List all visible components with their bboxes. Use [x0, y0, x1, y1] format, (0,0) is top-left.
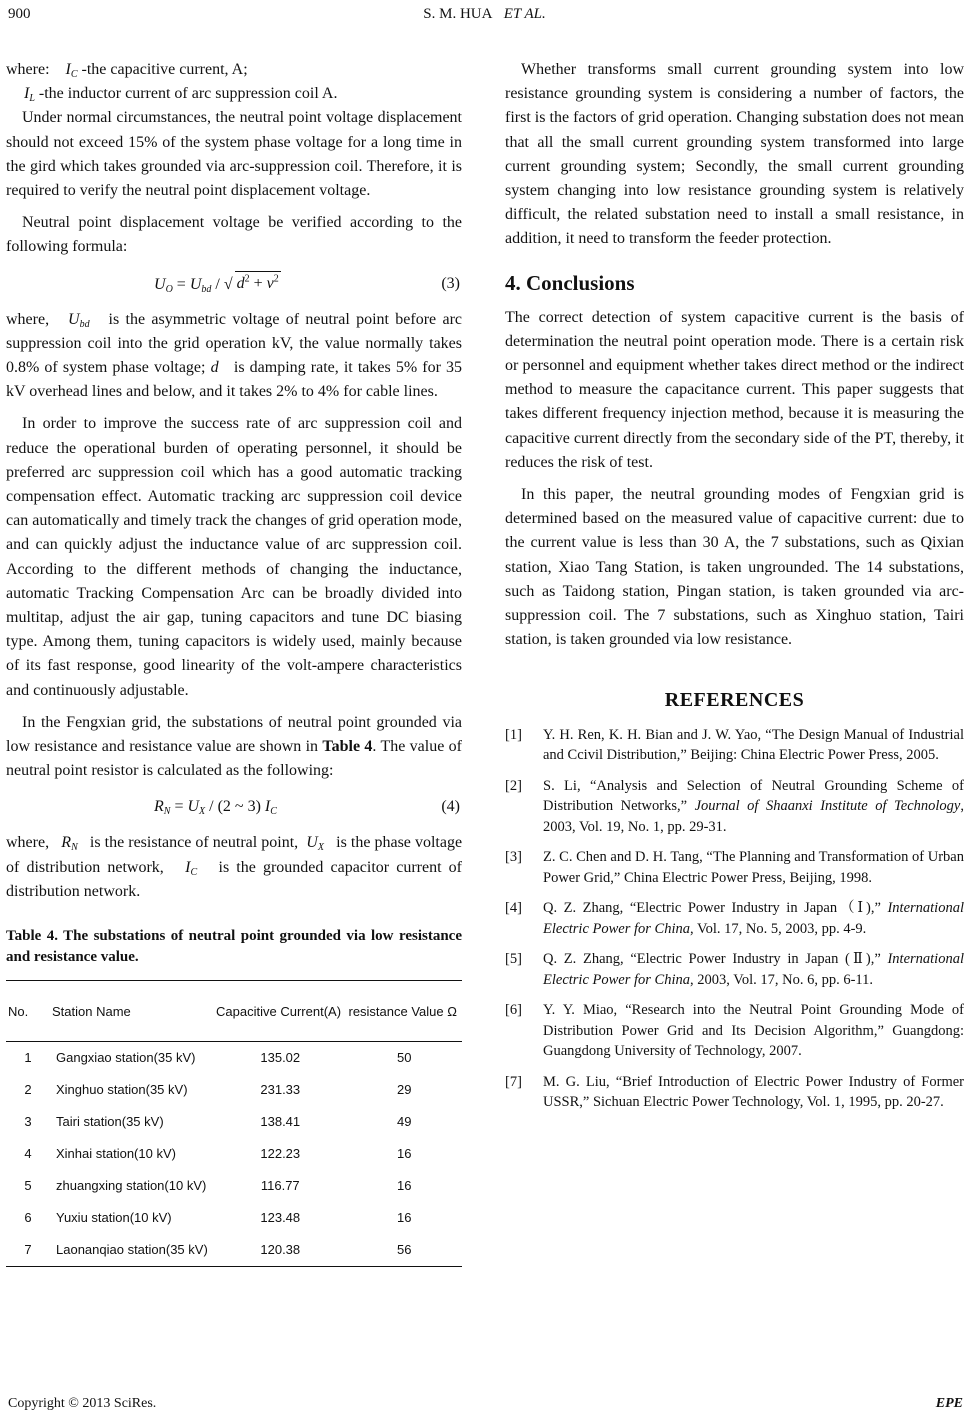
table-row: 5 zhuangxing station(10 kV) 116.77 16	[24, 1177, 412, 1193]
table-row: 6 Yuxiu station(10 kV) 123.48 16	[24, 1209, 412, 1225]
copyright-notice: Copyright © 2013 SciRes.	[8, 1396, 157, 1411]
reference-item: [1] Y. H. Ren, K. H. Bian and J. W. Yao, “The Design Manual of Industrial and Ccivil Distribution,” Beijing: China Electric Power Press, 2005.	[505, 726, 964, 764]
running-header	[0, 6, 969, 30]
equation-4-expression: $R_N = U_X / (2$ ~ 3) $I_C$	[154, 798, 277, 818]
reference-item: [7] M. G. Liu, “Brief Introduction of Electric Power Industry of Former USSR,” Sichuan Electric Power Technology, Vol. 1, 1995, pp. 20-27.	[505, 1073, 964, 1111]
left-column	[6, 58, 462, 1267]
table-4-reference: Table 4	[322, 738, 373, 756]
reference-item: [5] Q. Z. Zhang, “Electric Power Industry in Japan (Ⅱ),” International Electric Power for China, 2003, Vol. 17, No. 6, pp. 6-11.	[505, 951, 964, 988]
reference-item: [6] Y. Y. Miao, “Research into the Neutral Point Grounding Mode of Distribution Power Grid and Its Decision Algorithm,” Guangdong: Guangdong University of Technology, 2007.	[505, 1002, 964, 1060]
column-header-capacitive: Capacitive Current(A)	[216, 1003, 342, 1019]
table-row: 2 Xinghuo station(35 kV) 231.33 29	[24, 1081, 412, 1097]
reference-item: [2] S. Li, “Analysis and Selection of Neutral Grounding Scheme of Distribution Networks,” Journal of Shaanxi Institute of Technology, 2003, Vol. 19, No. 1, pp. 29-31.	[505, 777, 964, 835]
table-row: 1 Gangxiao station(35 kV) 135.02 50	[24, 1049, 412, 1065]
equation-3-expression: $U_O = U_{bd}$ / √ $d^2 + v^2$	[154, 272, 281, 297]
paragraph-ubd-definition: where, $U_{bd}$ is the asymmetric voltage of neutral point before arc suppression coil into the grid operation kV, the value normally takes 0.8% of system phase voltage; d is damping rate, it takes 5% for 35 kV overhead lines and below, and it takes 2% to 4% for cable lines.	[6, 310, 463, 401]
paragraph-conclusion-1: The correct detection of system capacitive current is the basis of determination the neutral point operation mode. There is a certain risk or personnel and equipment whether takes direct method or the indirect method to measure the capacitance current. This paper suggests that takes different frequency injection method, because it is measuring the capacitive current directly from the secondary side of the PT, thereby, it reduces the risk of test.	[505, 308, 964, 471]
header-authors: S. M. HUA	[423, 6, 493, 22]
conclusions-heading: 4. Conclusions	[505, 270, 635, 295]
page-footer	[0, 1396, 969, 1414]
substation-table	[6, 980, 462, 1267]
equation-3	[6, 266, 462, 300]
table-row: 4 Xinhai station(10 kV) 122.23 16	[24, 1145, 412, 1161]
paragraph-arc-suppression: In order to improve the success rate of arc suppression coil and reduce the operational burden of operating personnel, it should be preferred arc suppression coil which has a good automatic tracking compensation effect. Automatic tracking arc suppression coil device can automatically and timely track the changes of grid operation mode, and can quickly adjust the inductance value of arc suppression coil. According to the different methods of changing the inductance, automatic Tracking Compensation Arc can be broadly divided into multitap, adjust the air gap, tuning capacitors and tune DC biasing type. Among them, tuning capacitors is widely used, mainly because of its fast response, good linearity of the volt-ampere characteristics and continuously adjustable.	[6, 415, 462, 699]
paragraph-fengxian: In the Fengxian grid, the substations of neutral point grounded via low resistance and resistance value are shown in Table 4. The value of neutral point resistor is calculated as the following:	[6, 713, 462, 780]
table-row: 3 Tairi station(35 kV) 138.41 49	[24, 1113, 412, 1129]
where-il: $I_L$ -the inductor current of arc suppression coil A.	[24, 85, 338, 105]
reference-item: [3] Z. C. Chen and D. H. Tang, “The Planning and Transformation of Urban Power Grid,” China Electric Power Press, Beijing, 1998.	[505, 849, 964, 886]
equation-3-number: (3)	[441, 274, 460, 292]
paragraph-displacement: Under normal circumstances, the neutral point voltage displacement should not exceed 15% of the system phase voltage for a long time in the gird which takes grounded via arc-suppression coil. Therefore, it is required to verify the neutral point displacement voltage.	[6, 109, 462, 200]
equation-4-number: (4)	[441, 798, 460, 816]
table-header-row	[6, 981, 462, 1042]
right-column	[505, 58, 964, 1123]
table-row: 7 Laonanqiao station(35 kV) 120.38 56	[6, 1234, 462, 1267]
page-number: 900	[8, 6, 31, 22]
journal-abbreviation: EPE	[935, 1396, 963, 1411]
running-title	[0, 6, 969, 23]
column-header-no: No.	[8, 1003, 29, 1019]
reference-item: [4] Q. Z. Zhang, “Electric Power Industry in Japan（Ⅰ),” International Electric Power for China, Vol. 17, No. 5, 2003, pp. 4-9.	[505, 900, 964, 937]
paragraph-rn-definition: where, $R_N$ is the resistance of neutral point, $U_X$ is the phase voltage of distribution network, $I_C$ is the grounded capacitor current of distribution network.	[6, 834, 463, 900]
column-header-resistance: resistance Value Ω	[348, 1003, 457, 1019]
where-ic: where: $I_C$ -the capacitive current, A;	[6, 61, 248, 80]
paragraph-formula-intro: Neutral point displacement voltage be verified according to the following formula:	[6, 214, 462, 256]
equation-4	[6, 789, 462, 823]
paragraph-transform: Whether transforms small current grounding system into low resistance grounding system is considering a number of factors, the first is the factors of grid operation. Changing substation does not mean that all the small current grounding system transformed into large current grounding system; Secondly, the small current grounding system changing into low resistance grounding system is relatively difficult, the related substation need to install a small resistance, in addition, it need to transform the feeder protection.	[505, 61, 964, 248]
header-et-al: ET AL.	[503, 6, 546, 22]
column-header-station: Station Name	[52, 1003, 131, 1019]
table-caption: Table 4. The substations of neutral point grounded via low resistance and resistance value.	[6, 928, 462, 966]
paragraph-conclusion-2: In this paper, the neutral grounding modes of Fengxian grid is determined based on the measured value of capacitive current: due to the current value is less than 30 A, the 7 substations, such as Qixian station, Xiao Tang Station, is taken ungrounded. The 14 substations, such as Taidong station, Pingan station, is taken grounded via arc-suppression coil. The 7 substations, such as Xinghuo station, Tairi station, is taken grounded via low resistance.	[505, 486, 964, 649]
references-heading: REFERENCES	[664, 689, 805, 712]
